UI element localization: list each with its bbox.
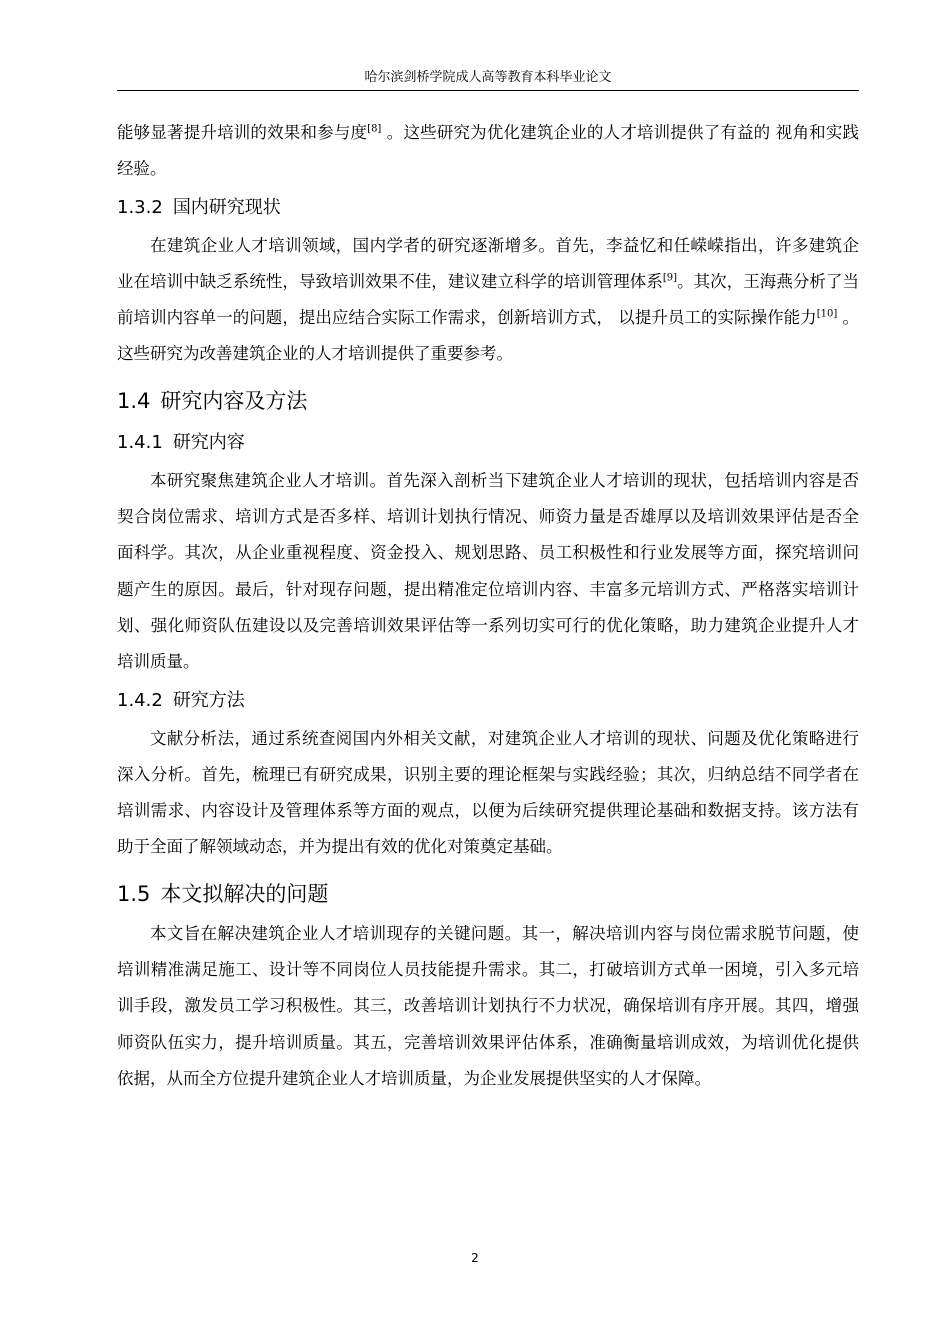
page-number: 2 [471,1251,479,1265]
intro-text-after: 。这些研究为优化建筑企业的人才培训提供了有益的 视角和实践经验。 [117,123,859,179]
paragraph-text: 在建筑企业人才培训领域，国内学者的研究逐渐增多。首先，李益忆和任嵘嵘指出，许多建筑企业在培训中缺乏系统性，导致培训效果不佳，建议建立科学的培训管理体系 [117,235,859,291]
paragraph-text: 。其次，王海燕分析了当前培训内容单一的问题，提出应结合实际工作需求，创新培训方式， 以提升员工的实际操作能力 [117,271,860,328]
paragraph-research-method: 文献分析法，通过系统查阅国内外相关文献，对建筑企业人才培训的现状、问题及优化策略进行深入分析。首先，梳理已有研究成果，识别主要的理论框架与实践经验；其次，归纳总结不同学者在培训需求、内容设计及管理体系等方面的观点，以便为后续研究提供理论基础和数据支持。该方法有助于全面了解领域动态，并为提出有效的优化对策奠定基础。 [117,728,859,857]
section-title: 研究内容 [172,431,245,453]
section-heading-1-3-2 [117,188,859,228]
section-number: 1.4.2 [117,689,163,711]
section-title: 研究内容及方法 [160,388,308,413]
page-body [117,115,859,1097]
section-title: 本文拟解决的问题 [160,881,329,906]
citation-10[interactable]: [10] [816,308,838,320]
running-header: 哈尔滨剑桥学院成人高等教育本科毕业论文 [117,68,859,91]
section-heading-1-4-1 [117,423,859,463]
paragraph-domestic-research [117,228,859,373]
paragraph-research-content: 本研究聚焦建筑企业人才培训。首先深入剖析当下建筑企业人才培训的现状，包括培训内容是否契合岗位需求、培训方式是否多样、培训计划执行情况、师资力量是否雄厚以及培训效果评估是否全面科学。其次，从企业重视程度、资金投入、规划思路、员工积极性和行业发展等方面，探究培训问题产生的原因。最后，针对现存问题，提出精准定位培训内容、丰富多元培训方式、严格落实培训计划、强化师资队伍建设以及完善培训效果评估等一系列切实可行的优化策略，助力建筑企业提升人才培训质量。 [117,470,859,672]
section-number: 1.4.1 [117,431,163,453]
section-title: 研究方法 [172,689,245,711]
paragraph-problems-to-solve: 本文旨在解决建筑企业人才培训现存的关键问题。其一，解决培训内容与岗位需求脱节问题，使培训精准满足施工、设计等不同岗位人员技能提升需求。其二，打破培训方式单一困境，引入多元培训手段，激发员工学习积极性。其三，改善培训计划执行不力状况，确保培训有序开展。其四，增强师资队伍实力，提升培训质量。其五，完善培训效果评估体系，准确衡量培训成效，为培训优化提供依据，从而全方位提升建筑企业人才培训质量，为企业发展提供坚实的人才保障。 [117,923,859,1088]
section-heading-1-5 [117,866,859,916]
intro-paragraph [117,115,859,188]
citation-8[interactable]: [8] [367,123,382,135]
section-number: 1.5 [117,881,151,906]
section-heading-1-4 [117,373,859,423]
section-title: 国内研究现状 [172,196,281,218]
section-number: 1.4 [117,388,151,413]
intro-text: 能够显著提升培训的效果和参与度 [117,123,368,142]
citation-9[interactable]: [9] [662,272,678,284]
section-heading-1-4-2 [117,681,859,721]
section-number: 1.3.2 [117,196,163,218]
paragraph-text: 。这些研究为改善建筑企业的人才培训提供了重要参考。 [117,308,859,364]
